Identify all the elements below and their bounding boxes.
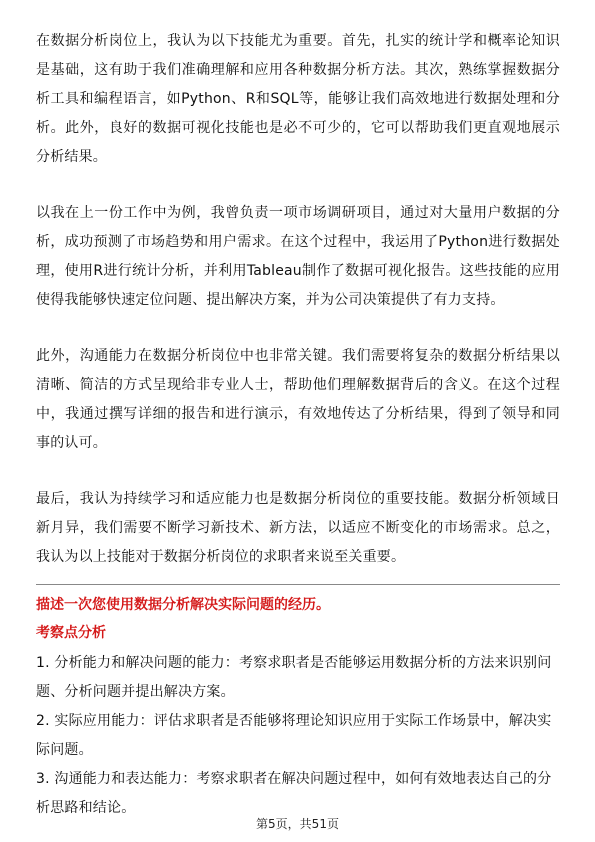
section-divider: [36, 584, 560, 585]
question-heading: 描述一次您使用数据分析解决实际问题的经历。: [36, 597, 330, 613]
paragraph-learning: 最后，我认为持续学习和适应能力也是数据分析岗位的重要技能。数据分析领域日新月异，我们需要不断学习新技术、新方法，以适应不断变化的市场需求。总之，我认为以上技能对于数据分析岗位的求职者来说至关重要。: [36, 491, 560, 565]
paragraph-communication: 此外，沟通能力在数据分析岗位中也非常关键。我们需要将复杂的数据分析结果以清晰、简洁的方式呈现给非专业人士，帮助他们理解数据背后的含义。在这个过程中，我通过撰写详细的报告和进行演示，有效地传达了分析结果，得到了领导和同事的认可。: [36, 348, 560, 451]
analysis-point-3: 3. 沟通能力和表达能力：考察求职者在解决问题过程中，如何有效地表达自己的分析思路和结论。: [36, 771, 552, 816]
page-number-footer: 第5页，共51页: [256, 817, 339, 831]
paragraph-skills: 在数据分析岗位上，我认为以下技能尤为重要。首先，扎实的统计学和概率论知识是基础，这有助于我们准确理解和应用各种数据分析方法。其次，熟练掌握数据分析工具和编程语言，如Python、R和SQL等，能够让我们高效地进行数据处理和分析。此外，良好的数据可视化技能也是必不可少的，它可以帮助我们更直观地展示分析结果。: [36, 33, 560, 165]
document-page: [36, 27, 560, 823]
paragraph-example: 以我在上一份工作中为例，我曾负责一项市场调研项目，通过对大量用户数据的分析，成功预测了市场趋势和用户需求。在这个过程中，我运用了Python进行数据处理，使用R进行统计分析，并利用Tableau制作了数据可视化报告。这些技能的应用使得我能够快速定位问题、提出解决方案，并为公司决策提供了有力支持。: [36, 205, 560, 308]
analysis-point-1: 1. 分析能力和解决问题的能力：考察求职者是否能够运用数据分析的方法来识别问题、分析问题并提出解决方案。: [36, 655, 552, 700]
analysis-point-2: 2. 实际应用能力：评估求职者是否能够将理论知识应用于实际工作场景中，解决实际问题。: [36, 713, 552, 758]
analysis-title: 考察点分析: [36, 625, 106, 641]
